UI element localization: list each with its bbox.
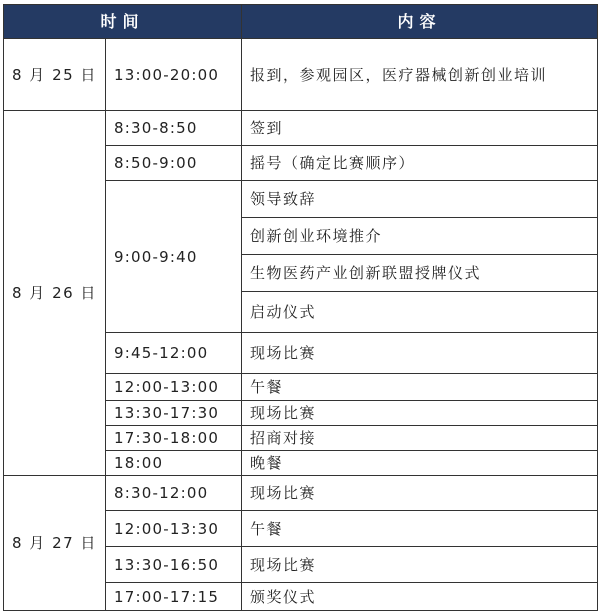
date-cell: 8 月 27 日 xyxy=(4,476,106,611)
time-cell: 9:45-12:00 xyxy=(106,333,242,374)
content-cell: 颁奖仪式 xyxy=(242,583,598,611)
table-row xyxy=(4,476,598,511)
header-row xyxy=(4,5,598,39)
schedule-table xyxy=(3,4,598,611)
content-cell: 招商对接 xyxy=(242,426,598,451)
time-cell: 12:00-13:00 xyxy=(106,374,242,401)
content-cell: 现场比赛 xyxy=(242,401,598,426)
time-cell: 17:30-18:00 xyxy=(106,426,242,451)
time-cell: 12:00-13:30 xyxy=(106,511,242,547)
header-time: 时间 xyxy=(4,5,242,39)
time-cell: 13:00-20:00 xyxy=(106,39,242,111)
time-cell: 8:50-9:00 xyxy=(106,146,242,181)
time-cell: 13:30-16:50 xyxy=(106,547,242,583)
time-cell: 8:30-12:00 xyxy=(106,476,242,511)
content-cell: 启动仪式 xyxy=(242,292,598,333)
content-cell: 报到，参观园区，医疗器械创新创业培训 xyxy=(242,39,598,111)
content-cell: 午餐 xyxy=(242,374,598,401)
content-cell: 摇号（确定比赛顺序） xyxy=(242,146,598,181)
content-cell: 现场比赛 xyxy=(242,547,598,583)
content-cell: 晚餐 xyxy=(242,451,598,476)
content-cell: 现场比赛 xyxy=(242,476,598,511)
content-cell: 领导致辞 xyxy=(242,181,598,218)
content-cell: 生物医药产业创新联盟授牌仪式 xyxy=(242,255,598,292)
date-cell: 8 月 25 日 xyxy=(4,39,106,111)
time-cell: 18:00 xyxy=(106,451,242,476)
time-cell: 17:00-17:15 xyxy=(106,583,242,611)
header-content: 内容 xyxy=(242,5,598,39)
time-cell: 9:00-9:40 xyxy=(106,181,242,333)
content-cell: 签到 xyxy=(242,111,598,146)
content-cell: 现场比赛 xyxy=(242,333,598,374)
table-row xyxy=(4,39,598,111)
date-cell: 8 月 26 日 xyxy=(4,111,106,476)
table-row xyxy=(4,111,598,146)
content-cell: 创新创业环境推介 xyxy=(242,218,598,255)
time-cell: 8:30-8:50 xyxy=(106,111,242,146)
time-cell: 13:30-17:30 xyxy=(106,401,242,426)
content-cell: 午餐 xyxy=(242,511,598,547)
